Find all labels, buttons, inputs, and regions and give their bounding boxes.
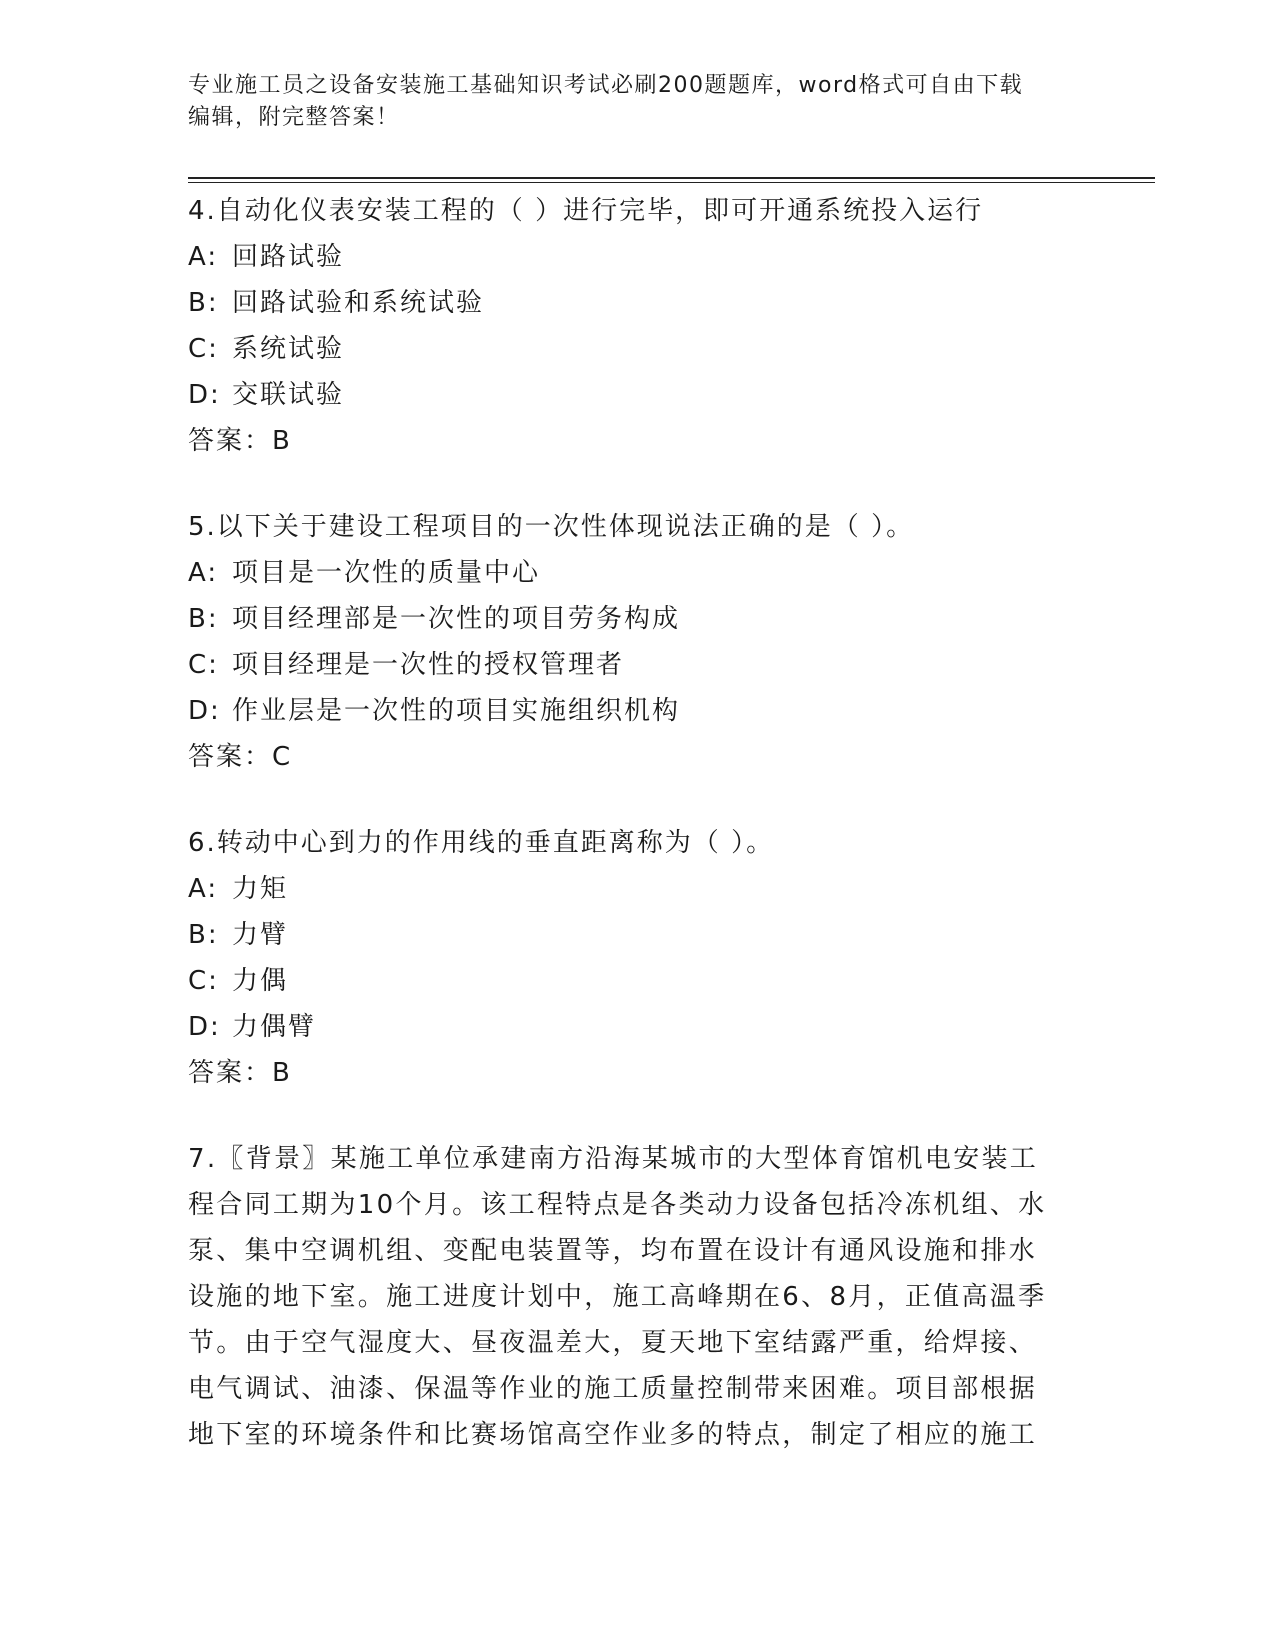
answer-label: 答案：B	[188, 1058, 292, 1088]
option-key: D:	[188, 696, 221, 726]
option-key: A:	[188, 558, 219, 588]
option-c	[188, 642, 1088, 688]
paragraph-line: 地下室的环境条件和比赛场馆高空作业多的特点，制定了相应的施工	[188, 1420, 1038, 1450]
paragraph-line: 程合同工期为10个月。该工程特点是各类动力设备包括冷冻机组、水	[188, 1190, 1047, 1220]
option-text: 力臂	[232, 920, 289, 950]
option-a	[188, 234, 1088, 280]
option-d	[188, 372, 1088, 418]
option-key: C:	[188, 334, 219, 364]
option-text: 力矩	[232, 874, 289, 904]
option-key: B:	[188, 288, 219, 318]
question-4	[188, 188, 1088, 464]
option-text: 力偶臂	[232, 1012, 317, 1042]
header-rule-thick	[188, 177, 1155, 179]
paragraph-line: 泵、集中空调机组、变配电装置等，均布置在设计有通风设施和排水	[188, 1236, 1038, 1266]
answer-label: 答案：B	[188, 426, 292, 456]
paragraph-line: 7.〖背景〗某施工单位承建南方沿海某城市的大型体育馆机电安装工	[188, 1144, 1039, 1174]
question-title: 5.以下关于建设工程项目的一次性体现说法正确的是（ ）。	[188, 512, 915, 542]
option-text: 系统试验	[232, 334, 345, 364]
option-b	[188, 280, 1088, 326]
option-d	[188, 688, 1088, 734]
option-key: A:	[188, 242, 219, 272]
option-key: B:	[188, 920, 219, 950]
document-header	[188, 70, 1068, 134]
paragraph-line: 节。由于空气湿度大、昼夜温差大，夏天地下室结露严重，给焊接、	[188, 1328, 1038, 1358]
spacer	[188, 464, 1088, 504]
paragraph-line: 设施的地下室。施工进度计划中，施工高峰期在6、8月，正值高温季	[188, 1282, 1047, 1312]
paragraph-line: 电气调试、油漆、保温等作业的施工质量控制带来困难。项目部根据	[188, 1374, 1038, 1404]
option-text: 项目经理部是一次性的项目劳务构成	[232, 604, 681, 634]
option-text: 项目经理是一次性的授权管理者	[232, 650, 625, 680]
option-c	[188, 326, 1088, 372]
option-c	[188, 958, 1088, 1004]
option-text: 作业层是一次性的项目实施组织机构	[232, 696, 681, 726]
option-a	[188, 866, 1088, 912]
option-text: 项目是一次性的质量中心	[232, 558, 541, 588]
option-b	[188, 912, 1088, 958]
answer-label: 答案：C	[188, 742, 293, 772]
question-title: 6.转动中心到力的作用线的垂直距离称为（ ）。	[188, 828, 775, 858]
question-list	[188, 188, 1088, 1458]
option-key: A:	[188, 874, 219, 904]
option-key: D:	[188, 380, 221, 410]
spacer	[188, 780, 1088, 820]
option-text: 回路试验	[232, 242, 345, 272]
option-b	[188, 596, 1088, 642]
option-key: D:	[188, 1012, 221, 1042]
spacer	[188, 1096, 1088, 1136]
option-a	[188, 550, 1088, 596]
header-title-line-1: 专业施工员之设备安装施工基础知识考试必刷200题题库，word格式可自由下载	[188, 73, 1024, 98]
question-6	[188, 820, 1088, 1096]
question-title: 4.自动化仪表安装工程的（ ）进行完毕，即可开通系统投入运行	[188, 196, 984, 226]
option-key: C:	[188, 650, 219, 680]
question-5	[188, 504, 1088, 780]
option-text: 回路试验和系统试验	[232, 288, 485, 318]
question-7-background	[188, 1136, 1048, 1458]
header-rule-thin	[188, 182, 1155, 183]
option-key: B:	[188, 604, 219, 634]
option-d	[188, 1004, 1088, 1050]
option-text: 力偶	[232, 966, 289, 996]
header-title-line-2: 编辑，附完整答案！	[188, 105, 400, 130]
option-key: C:	[188, 966, 219, 996]
option-text: 交联试验	[232, 380, 345, 410]
